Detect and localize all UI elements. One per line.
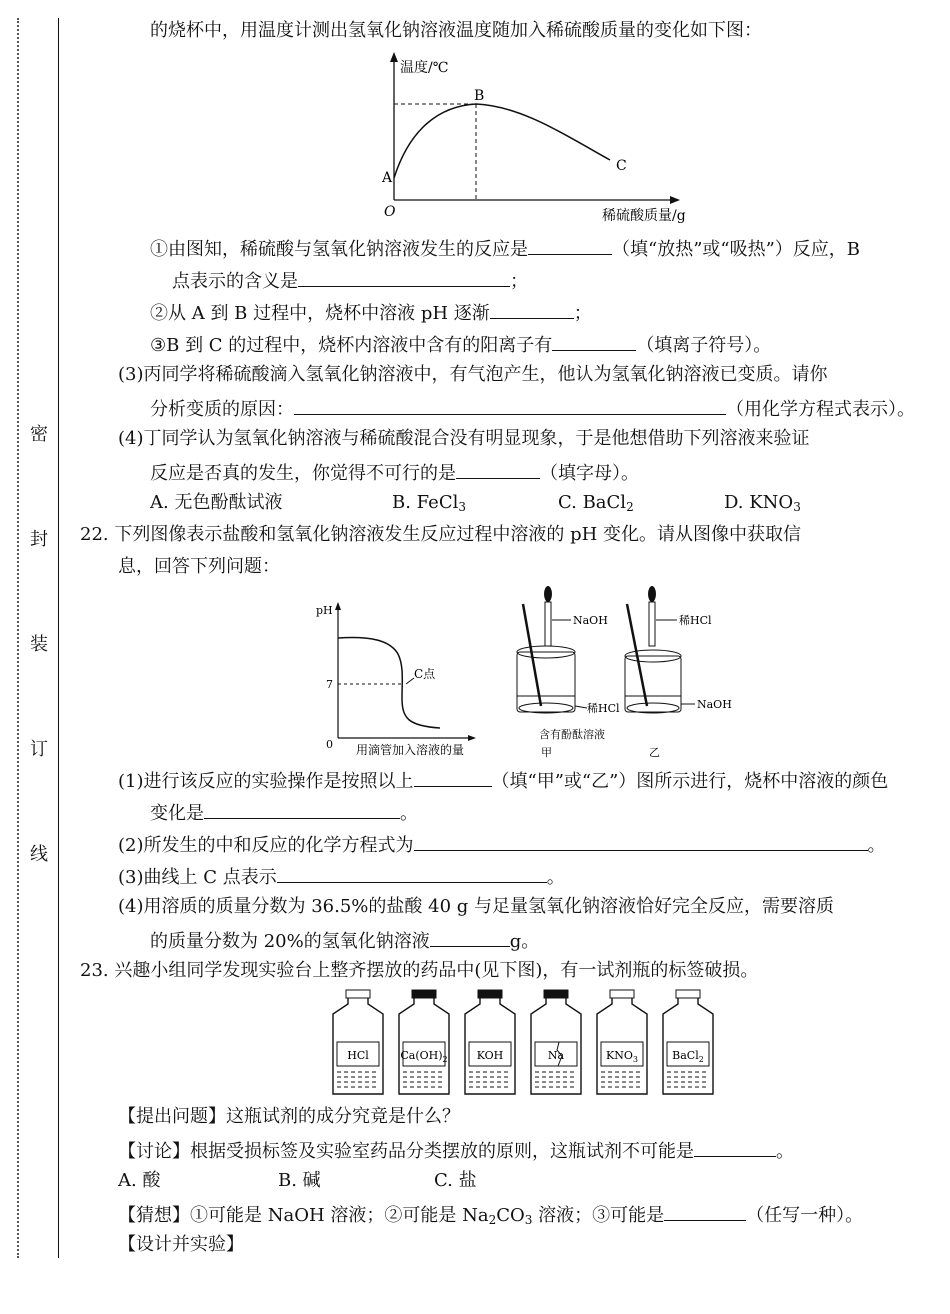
zero-label: 0: [326, 738, 333, 751]
q21-p4-line2: 反应是否真的发生，你觉得不可行的是 （填字母）。: [150, 460, 639, 485]
dropper-label-yi: 稀HCl: [679, 614, 712, 627]
answer-blank[interactable]: [552, 332, 636, 351]
q22-p1-line1: (1)进行该反应的实验操作是按照以上 （填“甲”或“乙”）图所示进行，烧杯中溶液的颜色: [118, 768, 888, 793]
x-label: 用滴管加入溶液的量: [356, 743, 465, 757]
reagent-bottle: [465, 990, 515, 1094]
reagent-bottle: [333, 990, 383, 1094]
answer-blank[interactable]: [277, 864, 547, 883]
answer-blank[interactable]: [204, 800, 400, 819]
q23-option-b: B. 碱: [278, 1170, 321, 1191]
q22-p2: (2)所发生的中和反应的化学方程式为 。: [118, 832, 886, 857]
apparatus-figures: [505, 580, 775, 760]
beaker-label-jia: 稀HCl: [587, 702, 620, 715]
margin-char: 订: [30, 739, 48, 760]
origin-label: O: [384, 204, 396, 220]
margin-char: 装: [30, 634, 48, 655]
q21-option-b: B. FeCl$_3$: [392, 492, 466, 514]
stir-rod-jia: [523, 604, 541, 706]
bottle-stopper: [478, 990, 502, 998]
bottle-label-text: BaCl$_2$: [672, 1049, 704, 1064]
q22-p3: (3)曲线上 C 点表示 。: [118, 864, 565, 889]
dropper-jia: [545, 602, 551, 646]
y-axis-label: 温度/℃: [400, 60, 449, 76]
point-c-label: C: [616, 158, 627, 174]
q21-p3-line1: (3)丙同学将稀硫酸滴入氢氧化钠溶液中，有气泡产生，他认为氢氧化钠溶液已变质。请你: [118, 364, 828, 385]
figure-jia: [517, 586, 620, 759]
q23-heading: 23. 兴趣小组同学发现实验台上整齐摆放的药品中(见下图)，有一试剂瓶的标签破损。: [80, 960, 759, 981]
q23-guess: 【猜想】①可能是 NaOH 溶液；②可能是 $Na_2CO_3$ 溶液；③可能是 （任写一种）。: [118, 1202, 863, 1231]
temperature-curve: [394, 104, 610, 178]
margin-char: 线: [30, 844, 48, 865]
answer-blank[interactable]: [528, 236, 612, 255]
bottle-stopper: [544, 990, 568, 998]
margin-rule: [58, 18, 59, 1258]
q21-option-c: C. BaCl$_2$: [558, 492, 634, 514]
seven-label: 7: [326, 678, 333, 691]
point-a-label: A: [382, 170, 393, 186]
dropper-yi: [649, 602, 655, 646]
bottle-stopper: [610, 990, 634, 998]
q23-option-c: C. 盐: [434, 1170, 477, 1191]
q22-p4-line1: (4)用溶质的质量分数为 36.5%的盐酸 40 g 与足量氢氧化钠溶液恰好完全反应，需要溶质: [118, 896, 834, 917]
answer-blank[interactable]: [298, 268, 510, 287]
answer-blank[interactable]: [430, 928, 510, 947]
q21-s2: ②从 A 到 B 过程中，烧杯中溶液 pH 逐渐 ；: [150, 300, 592, 325]
stir-rod-yi: [627, 604, 647, 706]
c-point-label: C点: [414, 667, 436, 681]
q21-s1-line2: 点表示的含义是 ；: [172, 268, 528, 293]
reagent-bottles: [325, 988, 725, 1100]
q22-p1-line2: 变化是 。: [150, 800, 418, 825]
q21-s3: ③B 到 C 的过程中，烧杯内溶液中含有的阳离子有 （填离子符号）。: [150, 332, 771, 357]
dropper-label-jia: NaOH: [573, 614, 608, 627]
caption-yi: 乙: [649, 746, 660, 759]
q21-option-d: D. $KNO_3$: [724, 492, 801, 514]
reagent-bottle: [597, 990, 647, 1094]
reagent-bottle: [531, 990, 581, 1094]
answer-blank[interactable]: [694, 1138, 776, 1157]
intro-text: 的烧杯中，用温度计测出氢氧化钠溶液温度随加入稀硫酸质量的变化如下图：: [150, 20, 762, 41]
bottle-stopper: [412, 990, 436, 998]
q23-design-title: 【设计并实验】: [118, 1234, 244, 1255]
answer-blank[interactable]: [414, 832, 868, 851]
caption-jia: 甲: [541, 746, 552, 759]
beaker-label-yi: NaOH: [697, 698, 732, 711]
answer-blank[interactable]: [414, 768, 492, 787]
ph-curve: [338, 638, 440, 728]
figure-yi: [625, 586, 732, 759]
beaker-yi: [625, 656, 681, 712]
q23-question: 【提出问题】这瓶试剂的成分究竟是什么？: [118, 1106, 460, 1127]
bottle-label-text: $KNO_3$: [606, 1049, 638, 1064]
bottle-stopper: [676, 990, 700, 998]
x-axis-arrow: [670, 196, 680, 204]
margin-char: 封: [30, 529, 48, 550]
note-label-jia: 含有酚酞溶液: [539, 728, 605, 741]
q21-option-a: A. 无色酚酞试液: [150, 492, 283, 513]
bottle-label-text: KOH: [476, 1049, 504, 1062]
bottle-label-text: HCl: [347, 1049, 369, 1062]
answer-blank[interactable]: [294, 396, 726, 415]
answer-blank[interactable]: [456, 460, 540, 479]
ph-label: pH: [316, 604, 333, 617]
reagent-bottle: [399, 990, 449, 1094]
q21-p3-line2: 分析变质的原因： （用化学方程式表示）。: [150, 396, 915, 421]
binding-dotted-line: [17, 18, 19, 1258]
q22-heading-line1: 22. 下列图像表示盐酸和氢氧化钠溶液发生反应过程中溶液的 pH 变化。请从图像中获取信: [80, 524, 802, 545]
answer-blank[interactable]: [490, 300, 574, 319]
margin-char: 密: [30, 424, 48, 445]
q21-p4-line1: (4)丁同学认为氢氧化钠溶液与稀硫酸混合没有明显现象，于是他想借助下列溶液来验证: [118, 428, 810, 449]
temperature-graph: [370, 48, 700, 228]
q21-s1-line1: ①由图知，稀硫酸与氢氧化钠溶液发生的反应是 （填“放热”或“吸热”）反应，B: [150, 236, 860, 261]
reagent-bottle: [663, 990, 713, 1094]
q23-option-a: A. 酸: [118, 1170, 161, 1191]
bottle-label-text: Na: [547, 1049, 565, 1062]
point-b-label: B: [474, 88, 485, 104]
q22-heading-line2: 息，回答下列问题：: [118, 556, 280, 577]
bottle-stopper: [346, 990, 370, 998]
q22-p4-line2: 的质量分数为 20%的氢氧化钠溶液 g。: [150, 928, 539, 953]
x-axis-label: 稀硫酸质量/g: [602, 208, 686, 224]
y-axis-arrow: [390, 52, 398, 62]
answer-blank[interactable]: [664, 1202, 746, 1221]
ph-graph: [310, 598, 490, 758]
q23-discussion: 【讨论】根据受损标签及实验室药品分类摆放的原则，这瓶试剂不可能是 。: [118, 1138, 794, 1163]
bottle-label-text: $Ca(OH)_2$: [400, 1049, 448, 1064]
